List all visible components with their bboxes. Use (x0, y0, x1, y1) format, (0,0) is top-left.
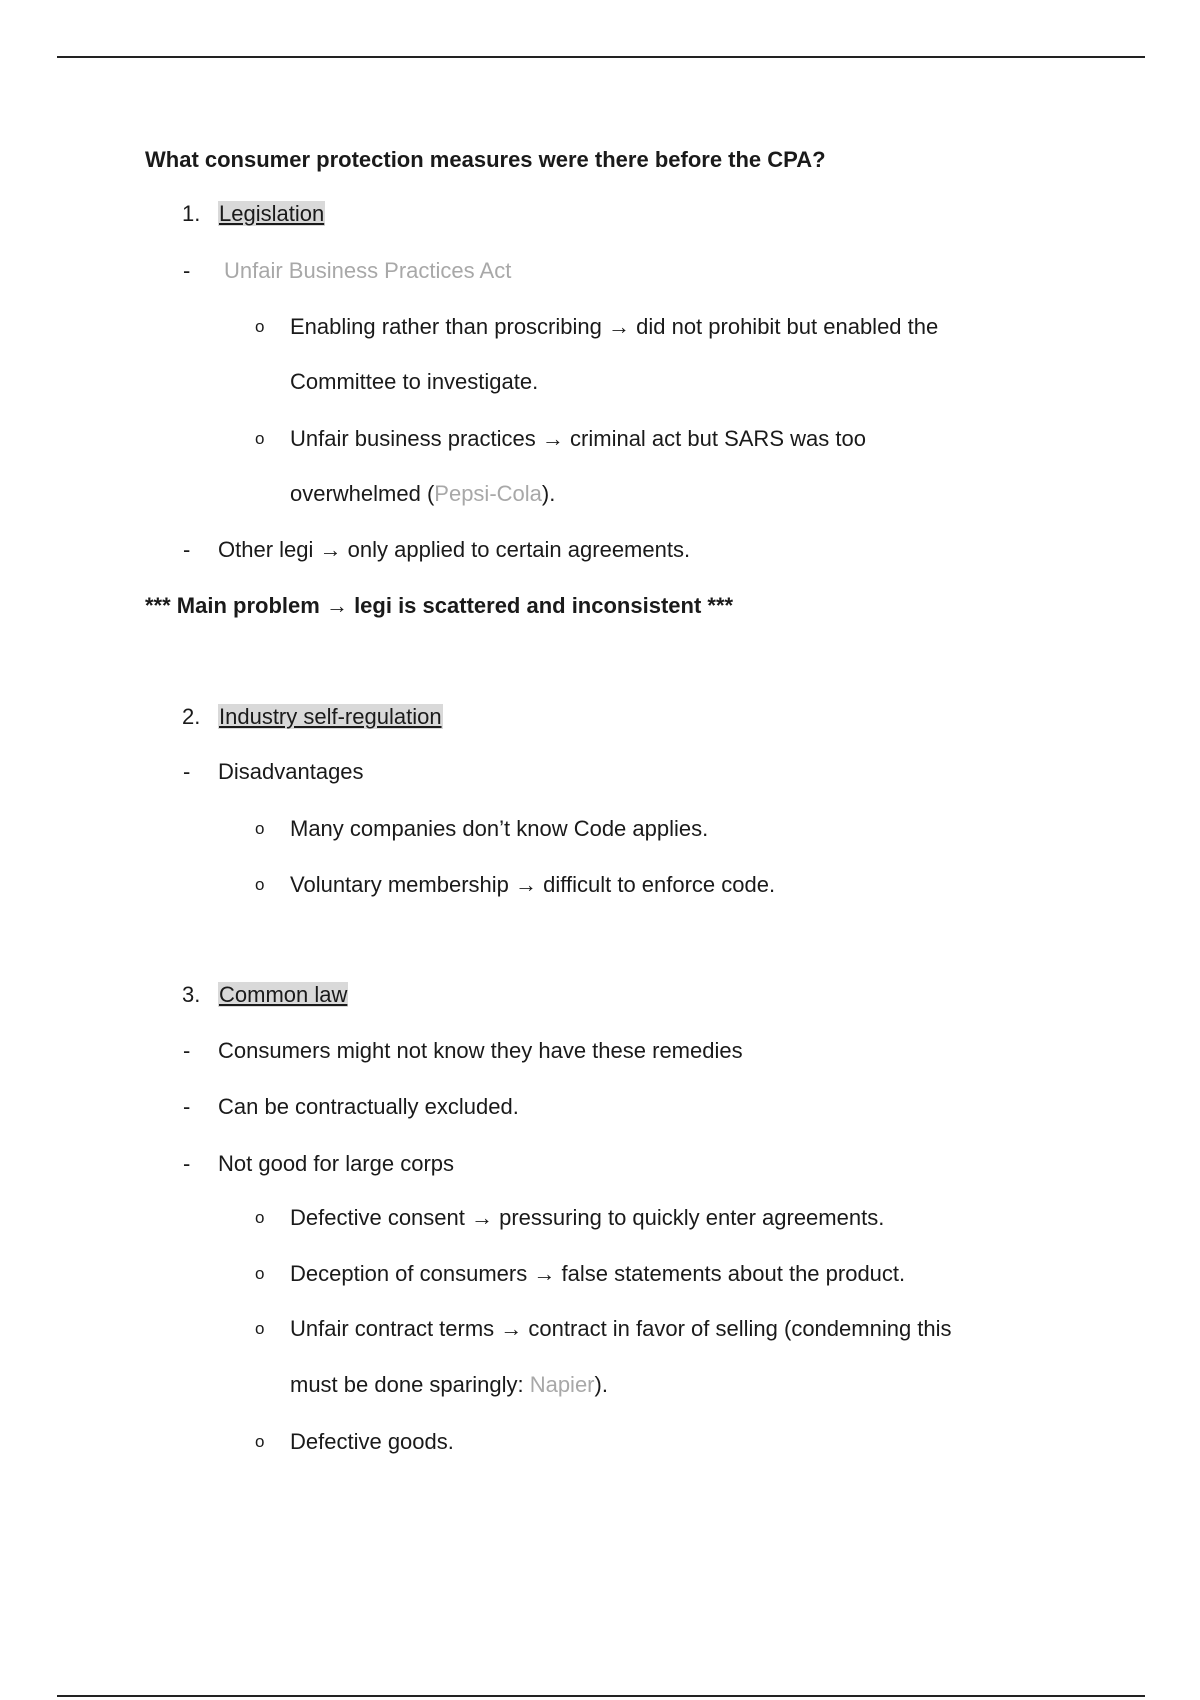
case-name: Pepsi-Cola (434, 481, 542, 506)
list-item-disadvantages: Disadvantages (218, 759, 364, 784)
list-item-terms-cont: must be done sparingly: Napier). (290, 1372, 608, 1397)
list-item-deception: Deception of consumers → false statements about the product. (290, 1261, 906, 1286)
circle-bullet: o (255, 1432, 265, 1451)
arrow-icon: → (515, 872, 538, 897)
section-number-2: 2. (182, 704, 201, 729)
section-number-3: 3. (182, 982, 201, 1007)
list-item-goods: Defective goods. (290, 1429, 454, 1454)
list-item-enabling: Enabling rather than proscribing → did not prohibit but enabled the (290, 314, 939, 339)
dash-marker: - (183, 1038, 191, 1063)
dash-marker: - (183, 759, 191, 784)
list-item-terms: Unfair contract terms → contract in favor of selling (condemning this (290, 1316, 952, 1341)
top-rule (57, 56, 1145, 58)
dash-marker: - (183, 1094, 191, 1119)
list-item-consent: Defective consent → pressuring to quickly enter agreements. (290, 1205, 885, 1230)
circle-bullet: o (255, 875, 265, 894)
main-problem-note: *** Main problem → legi is scattered and inconsistent *** (145, 593, 734, 618)
list-item-unfair: Unfair business practices → criminal act but SARS was too (290, 426, 866, 451)
arrow-icon: → (500, 1316, 523, 1341)
dash-marker: - (183, 537, 191, 562)
circle-bullet: o (255, 429, 265, 448)
arrow-icon: → (541, 426, 564, 451)
section-number-1: 1. (182, 201, 201, 226)
arrow-icon: → (325, 593, 348, 618)
list-item-excluded: Can be contractually excluded. (218, 1094, 519, 1119)
list-item-code: Many companies don’t know Code applies. (290, 816, 709, 841)
arrow-icon: → (533, 1261, 556, 1286)
section-heading-common-law: Common law (219, 982, 348, 1007)
list-item-voluntary: Voluntary membership → difficult to enforce code. (290, 872, 776, 897)
list-item-unfair-cont: overwhelmed (Pepsi-Cola). (290, 481, 556, 506)
list-item-remedies: Consumers might not know they have these remedies (218, 1038, 743, 1063)
act-name: Unfair Business Practices Act (224, 258, 512, 283)
list-item-enabling-cont: Committee to investigate. (290, 369, 539, 394)
arrow-icon: → (471, 1205, 493, 1230)
list-item-large-corps: Not good for large corps (218, 1151, 455, 1176)
section-heading-legislation: Legislation (219, 201, 325, 226)
circle-bullet: o (255, 1208, 265, 1227)
circle-bullet: o (255, 1264, 265, 1283)
page-title: What consumer protection measures were there before the CPA? (145, 147, 826, 172)
dash-marker: - (183, 258, 191, 283)
arrow-icon: → (607, 314, 630, 339)
section-heading-self-regulation: Industry self-regulation (219, 704, 442, 729)
circle-bullet: o (255, 819, 265, 838)
case-name: Napier (529, 1372, 595, 1397)
dash-marker: - (183, 1151, 191, 1176)
bottom-rule (57, 1695, 1145, 1697)
arrow-icon: → (319, 537, 342, 562)
circle-bullet: o (255, 1319, 265, 1338)
list-item-other-legi: Other legi → only applied to certain agreements. (218, 537, 691, 562)
circle-bullet: o (255, 317, 265, 336)
